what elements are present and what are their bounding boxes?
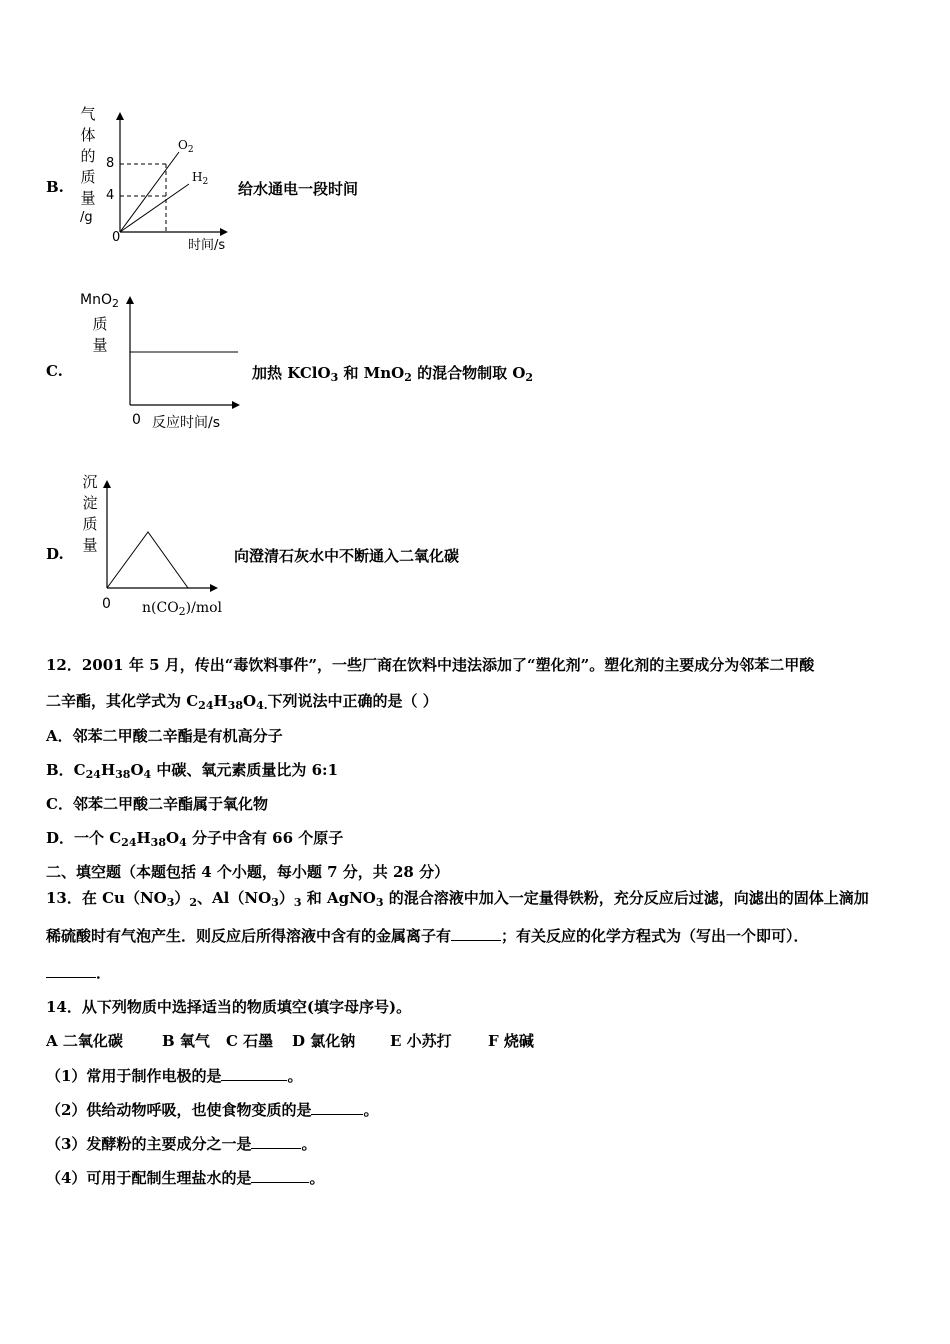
choice-e: E 小苏打 [390,1032,452,1050]
option-c-description: 加热 KClO$_3$ 和 MnO$_2$ 的混合物制取 $O_2$ [252,364,534,384]
y-label-char: 量 [92,336,108,354]
option-c-letter: C. [46,362,63,380]
q12-option-d: D．一个 $C_{24}H_{38}O_4$ 分子中含有 66 个原子 [46,829,344,849]
y-label-char: 的 [80,147,96,165]
y-label-char: 质 [82,515,98,533]
q13-line2: 稀硫酸时有气泡产生．则反应后所得溶液中含有的金属离子有 ；有关反应的化学方程式为（写出一个即可）． [46,927,809,945]
option-b-graph [76,100,246,255]
q14-title: 14．从下列物质中选择适当的物质填空(填字母序号)。 [46,998,412,1016]
option-d-letter: D. [46,545,64,563]
q14-choices [46,1030,534,1051]
origin-label: 0 [102,596,111,612]
answer-blank[interactable] [46,963,96,978]
origin-label: 0 [112,230,121,245]
y-label-char: 质 [92,315,108,333]
answer-blank[interactable] [251,1168,309,1183]
y-label-char: 气 [80,105,96,123]
x-arrow [232,401,240,409]
series-h2-label: $H_2$ [192,170,209,187]
y-label-char: 沉 [82,473,98,491]
answer-blank[interactable] [311,1100,363,1115]
q12-option-a: A．邻苯二甲酸二辛酯是有机高分子 [46,727,283,745]
y-arrow [116,112,124,120]
q14-item-2: （2）供给动物呼吸，也使食物变质的是 。 [46,1101,379,1119]
series-o2-label: $O_2$ [178,138,194,155]
choice-b: B 氧气 [162,1032,210,1050]
y-unit: /g [80,210,93,225]
x-axis-label: $n(CO_2)$/mol [142,600,223,618]
answer-blank[interactable] [451,926,501,941]
choice-a: A 二氧化碳 [46,1032,123,1050]
q12-option-c: C．邻苯二甲酸二辛酯属于氧化物 [46,795,268,813]
option-b-description: 给水通电一段时间 [238,180,359,198]
tick-4: 4 [106,188,115,203]
choice-f: F 烧碱 [488,1032,534,1050]
precipitate-line [107,532,188,588]
h2-line [120,184,189,232]
q14-item-1: （1）常用于制作电极的是 。 [46,1067,303,1085]
x-axis-label: 时间/s [188,238,226,253]
y-label-char: 量 [80,189,96,207]
y-arrow [103,480,111,488]
q12-stem-line2: 二辛酯，其化学式为 $C_{24}H_{38}O_{4.}$下列说法中正确的是（ ） [46,692,438,712]
answer-blank[interactable] [221,1066,287,1081]
q14-item-3: （3）发酵粉的主要成分之一是 。 [46,1135,317,1153]
origin-label: 0 [132,412,141,428]
option-d-description: 向澄清石灰水中不断通入二氧化碳 [234,547,460,565]
y-label-char: 量 [82,536,98,554]
q13-line3: ． [46,962,111,983]
answer-blank[interactable] [251,1134,301,1149]
option-c-graph [76,288,256,438]
choice-d: D 氯化钠 [292,1032,356,1050]
option-d-graph [76,470,246,625]
graph-b-svg [76,100,246,255]
y-arrow [126,296,134,304]
tick-8: 8 [106,156,115,171]
x-axis-label: 反应时间/s [152,415,221,431]
y-label-top: MnO$_2$ [80,292,119,310]
x-arrow [210,584,218,592]
choice-c: C 石墨 [226,1032,274,1050]
q12-stem-line1: 12．2001 年 5 月，传出“毒饮料事件”，一些厂商在饮料中违法添加了“塑化剂”。塑化剂的主要成分为邻苯二甲酸 [46,656,815,674]
y-label-char: 淀 [82,494,98,512]
q13-line1: 13．在 $Cu(NO_3)_2$、$Al(NO_3)_3$ 和 AgNO$_3$ 的混合溶液中加入一定量得铁粉，充分反应后过滤，向滤出的固体上滴加 [46,889,869,909]
option-b-letter: B. [46,178,64,196]
y-label-char: 质 [80,168,96,186]
q14-item-4: （4）可用于配制生理盐水的是 。 [46,1169,325,1187]
section-title: 二、填空题（本题包括 4 个小题，每小题 7 分，共 28 分） [46,863,450,881]
q12-option-b: B．$C_{24}H_{38}O_4$ 中碳、氧元素质量比为 6:1 [46,761,339,781]
y-label-char: 体 [80,126,96,144]
